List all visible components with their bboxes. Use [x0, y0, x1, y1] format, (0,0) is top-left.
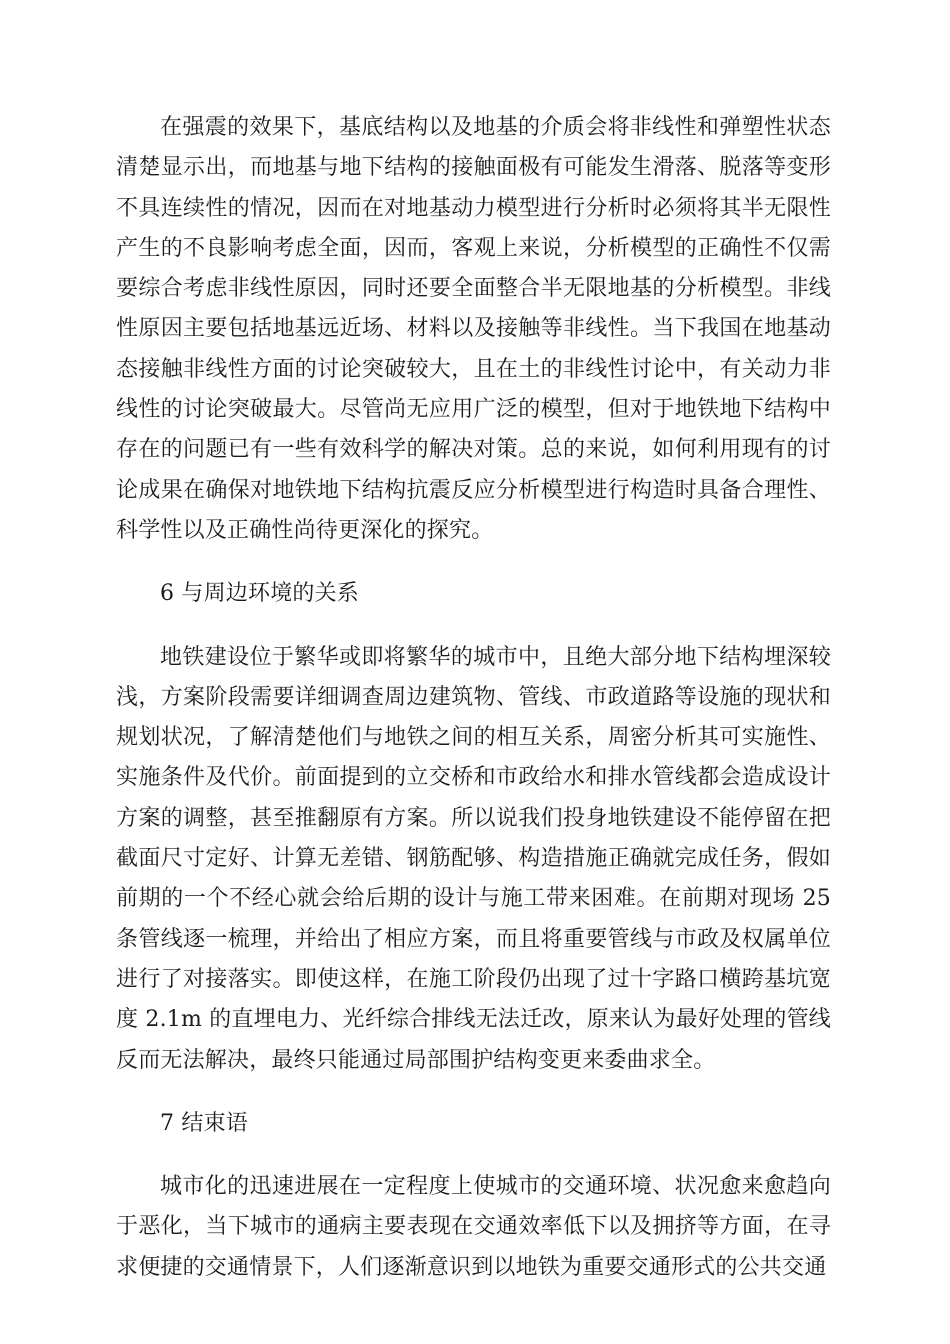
paragraph-seismic-analysis: 在强震的效果下，基底结构以及地基的介质会将非线性和弹塑性状态清楚显示出，而地基与地下结构的接触面极有可能发生滑落、脱落等变形不具连续性的情况，因而在对地基动力模型进行分析时必须将其半无限性产生的不良影响考虑全面，因而，客观上来说，分析模型的正确性不仅需要综合考虑非线性原因，同时还要全面整合半无限地基的分析模型。非线性原因主要包括地基远近场、材料以及接触等非线性。当下我国在地基动态接触非线性方面的讨论突破较大，且在土的非线性讨论中，有关动力非线性的讨论突破最大。尽管尚无应用广泛的模型，但对于地铁地下结构中存在的问题已有一些有效科学的解决对策。总的来说，如何利用现有的讨论成果在确保对地铁地下结构抗震反应分析模型进行构造时具备合理性、科学性以及正确性尚待更深化的探究。 [116, 115, 831, 543]
section-heading-7: 7 结束语 [160, 1110, 248, 1136]
paragraph-surroundings: 地铁建设位于繁华或即将繁华的城市中，且绝大部分地下结构埋深较浅，方案阶段需要详细调查周边建筑物、管线、市政道路等设施的现状和规划状况，了解清楚他们与地铁之间的相互关系，周密分析其可实施性、实施条件及代价。前面提到的立交桥和市政给水和排水管线都会造成设计方案的调整，甚至推翻原有方案。所以说我们投身地铁建设不能停留在把截面尺寸定好、计算无差错、钢筋配够、构造措施正确就完成任务，假如前期的一个不经心就会给后期的设计与施工带来困难。在前期对现场 25 条管线逐一梳理，并给出了相应方案，而且将重要管线与市政及权属单位进行了对接落实。即使这样，在施工阶段仍出现了过十字路口横跨基坑宽度 2.1m 的直埋电力、光纤综合排线无法迁改，原来认为最好处理的管线反而无法解决，最终只能通过局部围护结构变更来委曲求全。 [116, 644, 831, 1073]
document-body [116, 108, 831, 1288]
paragraph-conclusion: 城市化的迅速进展在一定程度上使城市的交通环境、状况愈来愈趋向于恶化，当下城市的通病主要表现在交通效率低下以及拥挤等方面，在寻求便捷的交通情景下，人们逐渐意识到以地铁为重要交通形式的公共交通 [116, 1174, 831, 1280]
section-heading-6: 6 与周边环境的关系 [160, 581, 359, 607]
